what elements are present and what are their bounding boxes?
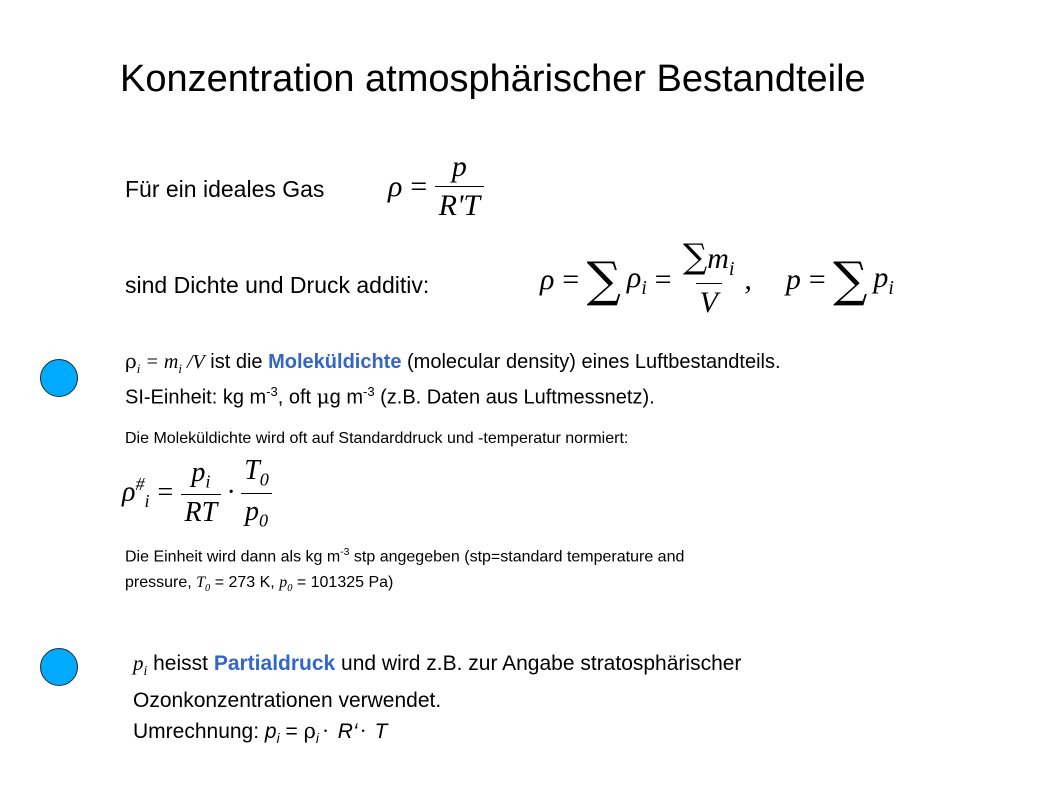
bullet2-line1: $p_i$ heisst Partialdruck und wird z.B. zur Angabe stratosphärischer xyxy=(133,651,742,679)
ideal-gas-formula xyxy=(388,150,490,223)
fraction-sum-m-over-V xyxy=(679,237,738,320)
equals-sign: = xyxy=(155,477,175,509)
rho-symbol: ρ xyxy=(540,263,555,296)
unit-note xyxy=(125,540,684,603)
text-after: (molecular density) eines Luftbestandteils. xyxy=(401,351,781,373)
equals-sign-3: = xyxy=(806,263,828,296)
ideal-gas-label: Für ein ideales Gas xyxy=(125,176,325,202)
bullet-circle-2 xyxy=(40,648,78,686)
unit-note-line1: Die Einheit wird dann als kg $m^{-3}$ stp angegeben (stp=standard temperature and xyxy=(125,547,685,566)
rho-i: $\rho_i$ xyxy=(626,260,647,299)
text-before: ist die xyxy=(204,351,269,373)
page-title: Konzentration atmosphärischer Bestandteile xyxy=(120,58,866,100)
equals-sign: = xyxy=(408,169,429,203)
denominator: R'T xyxy=(435,186,484,223)
highlight-partialdruck: Partialdruck xyxy=(213,652,336,675)
denominator: V xyxy=(696,283,722,320)
dot-operator: · xyxy=(227,477,235,509)
equals-sign: = xyxy=(560,263,581,296)
normiert-formula xyxy=(122,455,279,531)
numerator: $\sum m_i$ xyxy=(683,237,735,280)
unit-note-line2: pressure, $T_0 = 273$ K, $p_0 = 101325$ Pa) xyxy=(125,574,394,595)
p-i: $p_i$ xyxy=(873,260,894,299)
numerator: $p_i$ xyxy=(191,456,211,492)
sum-symbol-2: ∑ xyxy=(833,252,868,308)
normiert-text: Die Moleküldichte wird oft auf Standarddruck und -temperatur normiert: xyxy=(125,430,629,447)
additive-formula xyxy=(540,237,900,320)
equals-sign-2: = xyxy=(652,263,673,296)
rho-hash-i: $\rho^{\#}_i$ xyxy=(122,474,150,512)
sum-symbol: ∑ xyxy=(586,252,621,308)
rho-symbol: ρ xyxy=(388,169,403,203)
denominator: $p_0$ xyxy=(241,493,272,532)
rho-symbol: ρ xyxy=(125,349,137,373)
subscript-i: i xyxy=(136,361,141,376)
bullet2-line3: Umrechnung: $p_i = \rho_i$ · R‘· T xyxy=(133,719,388,747)
fraction-T0-over-p0 xyxy=(240,455,273,531)
bullet2-text xyxy=(133,648,741,754)
slash-V: /V xyxy=(181,351,205,373)
highlight-moleculdichte: Moleküldichte xyxy=(268,351,402,373)
mu-symbol: μ xyxy=(316,384,330,409)
numerator: $T_0$ xyxy=(244,455,269,490)
p-symbol: p xyxy=(785,263,801,296)
additive-label: sind Dichte und Druck additiv: xyxy=(125,272,430,298)
bullet1-line2: SI-Einheit: kg $m^{-3}$, oft μg $m^{-3}$ (z.B. Daten aus Luftmessnetz). xyxy=(125,384,655,409)
subscript-i-2: i xyxy=(178,361,182,376)
fraction-p-over-RT xyxy=(181,457,222,530)
bullet2-line2: Ozonkonzentrationen verwendet. xyxy=(133,689,442,713)
fraction-p-over-RT xyxy=(435,150,484,223)
bullet-circle-1 xyxy=(40,359,78,397)
comma: , xyxy=(744,263,752,296)
denominator: RT xyxy=(181,494,222,529)
equals-m: = m xyxy=(140,351,179,373)
numerator: p xyxy=(451,150,467,183)
